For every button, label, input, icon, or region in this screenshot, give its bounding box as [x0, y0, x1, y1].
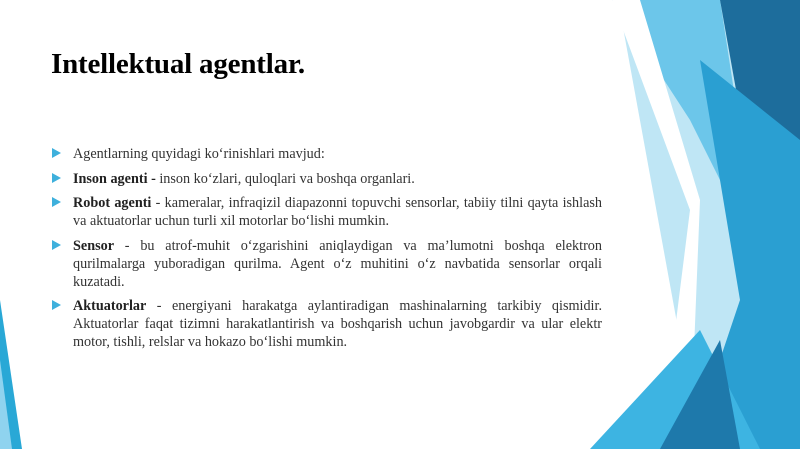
bullet-item	[51, 194, 602, 230]
bullet-separator: -	[151, 195, 165, 211]
bullet-separator: -	[147, 170, 160, 187]
bullet-term: Sensor	[73, 237, 114, 254]
bullet-separator: -	[114, 237, 141, 254]
bullet-list	[51, 145, 602, 358]
bullet-term: Robot agenti	[73, 195, 152, 211]
bullet-text: energiyani harakatga aylantiradigan mashinalarning tarkibiy qismidir. Aktuatorlar faqat tizimni harakatlantirish va boshqarish uchun javobgardir va ular elektr motor, tishli, relslar va hokazo bo‘lishi mumkin.	[73, 298, 602, 350]
bullet-text: bu atrof-muhit o‘zgarishini aniqlaydigan va ma’lumotni boshqa elektron qurilmalarga yuboradigan qurilma. Agent o‘z muhitini o‘z navbatida sensorlar orqali kuzatadi.	[73, 237, 602, 290]
bullet-item	[51, 145, 602, 163]
slide-title: Intellektual agentlar.	[51, 48, 305, 80]
bullet-text: kameralar, infraqizil diapazonni topuvchi sensorlar, tabiiy tilni qayta ishlash va aktuatorlar uchun turli xil motorlar bo‘lishi mumkin.	[73, 195, 602, 229]
bullet-term: Aktuatorlar	[73, 298, 147, 314]
bullet-arrow-icon	[52, 197, 61, 207]
bullet-item	[51, 237, 602, 291]
bullet-arrow-icon	[52, 173, 61, 183]
bullet-arrow-icon	[52, 240, 61, 250]
bullet-text: Agentlarning quyidagi ko‘rinishlari mavjud:	[73, 146, 325, 162]
bullet-arrow-icon	[52, 148, 61, 158]
bullet-separator: -	[146, 298, 172, 314]
bullet-item	[51, 170, 602, 188]
bullet-item	[51, 297, 602, 351]
bullet-term: Inson agenti	[73, 170, 148, 187]
bullet-text: inson ko‘zlari, quloqlari va boshqa organlari.	[159, 170, 415, 187]
bullet-arrow-icon	[52, 300, 61, 310]
